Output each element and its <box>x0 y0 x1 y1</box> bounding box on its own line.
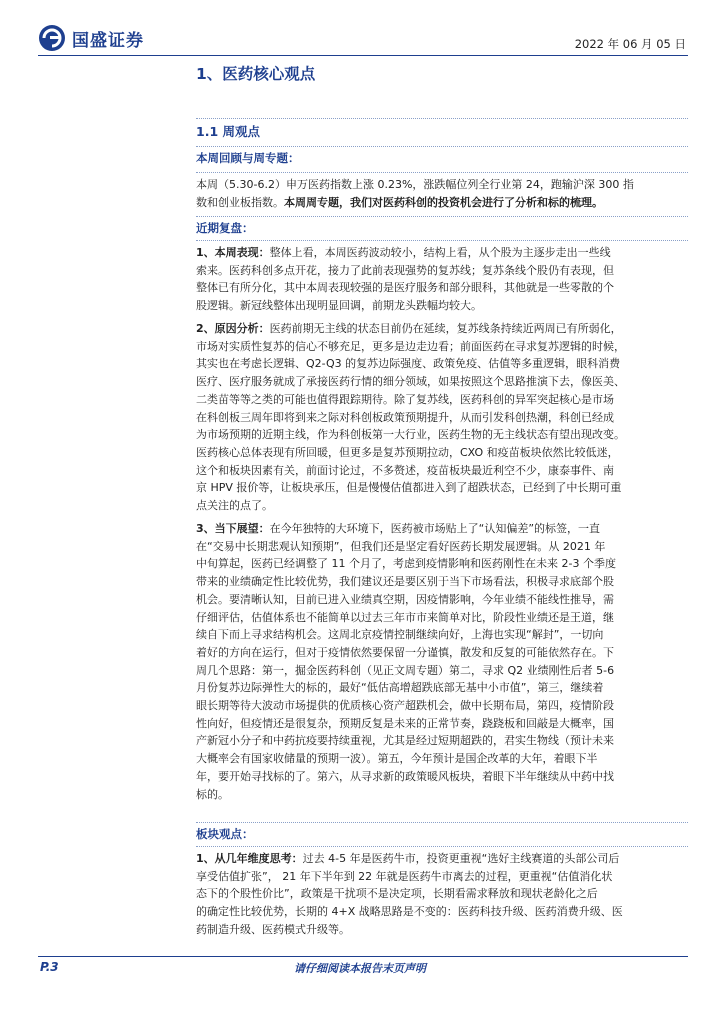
section-title: 1、医药核心观点 <box>196 65 316 83</box>
divider <box>196 146 688 147</box>
divider <box>196 822 688 823</box>
sector-views-paragraph: 1、从几年维度思考：过去 4-5 年是医药牛市，投资更重视“选好主线赛道的头部公司后 享受估值扩张”， 21 年下半年到 22 年就是医药牛市离去的过程，更重视“估值消化状 态下的个股性价比”，政策是干扰项不是决定项，长期看需求释放和现状老龄化之后 的确定性比较优势，长期的 4+X 战略思路是不变的：医药科技升级、医药消费升级、医 药制造升级、医药模式升级等。 <box>196 852 623 936</box>
divider <box>196 846 688 847</box>
logo-emblem-icon <box>38 24 66 52</box>
sector-views-heading: 板块观点： <box>196 827 254 841</box>
header-divider <box>38 55 688 56</box>
company-logo <box>38 22 144 54</box>
footer-disclaimer: 请仔细阅读本报告末页声明 <box>294 962 426 975</box>
cause-analysis-paragraph: 2、原因分析：医药前期无主线的状态目前仍在延续，复苏线条持续近两周已有所弱化， 市场对实质性复苏的信心不够充足，更多是边走边看；前面医药在寻求复苏逻辑的时候， 其实也在考虑长逻辑、Q2-Q3 的复苏边际强度、政策免疫、估值等多重逻辑，眼科消费 医疗、医疗服务就成了承接医药行情的细分领域，如果按照这个思路推演下去，像医美、 二类苗等等之类的可能也值得跟踪期待。除了复苏线，医药科创的异军突起核心是市场 在科创板三周年即将到来之际对科创板政策预期提升，从而引发科创热潮，科创已经成 为市场预期的近期主线，作为科创板第一大行业，医药生物的无主线状态有望出现改变。 医药核心总体表现有所回暖，但更多是复苏预期拉动，CXO 和疫苗板块依然比较低迷， 这个和板块因素有关，前面讨论过，不多赘述，疫苗板块最近利空不少，康泰事件、南 京 HPV 报价等，让板块承压，但是慢慢估值都进入到了超跌状态，已经到了中长期可重 点关注的点了。 <box>196 322 625 513</box>
weekly-review-heading: 本周回顾与周专题： <box>196 151 300 165</box>
logo-text: 国盛证券 <box>72 30 144 51</box>
page-number: P.3 <box>40 960 59 974</box>
divider <box>196 240 688 241</box>
paragraph-line: 数和创业板指数。本周周专题，我们对医药科创的投资机会进行了分析和标的梳理。 <box>196 195 603 209</box>
paragraph-line: 本周（5.30-6.2）申万医药指数上涨 0.23%，涨跌幅位列全行业第 24，跑输沪深 300 指 <box>196 178 634 191</box>
subsection-title: 1.1 周观点 <box>196 124 260 139</box>
weekly-review-paragraph <box>196 176 688 211</box>
recent-performance-paragraph: 1、本周表现：整体上看，本周医药波动较小，结构上看，从个股为主逐步走出一些线 索来。医药科创多点开花，接力了此前表现强势的复苏线；复苏条线个股仍有表现，但 整体已有所分化，其中本周表现较强的是医疗服务和部分眼科，其他就是一些零散的个 股逻辑。新冠线整体出现明显回调，前期龙头跌幅均较大。 <box>196 246 614 313</box>
divider <box>196 172 688 173</box>
recent-review-heading: 近期复盘： <box>196 221 254 235</box>
divider <box>196 216 688 217</box>
footer-divider <box>38 956 688 957</box>
report-date: 2022 年 06 月 05 日 <box>574 37 686 51</box>
page-header <box>38 18 688 58</box>
divider <box>196 118 688 119</box>
outlook-paragraph: 3、当下展望：在今年独特的大环境下，医药被市场贴上了“认知偏差”的标签，一直 在“交易中长期悲观认知预期”，但我们还是坚定看好医药长期发展逻辑。从 2021 年 中旬算起，医药已经调整了 11 个月了，考虑到疫情影响和医药刚性在未来 2-3 个季度 带来的业绩确定性比较优势，我们建议还是要区别于当下市场看法，积极寻求底部个股 机会。要清晰认知，目前已进入业绩真空期，因疫情影响，今年业绩不能线性推导，需 仔细评估，估值体系也不能简单以过去三年市市来简单对比，阶段性业绩还是王道，继 续自下而上寻求结构机会。这周北京疫情控制继续向好，上海也实现“解封”，一切向 着好的方向在运行，但对于疫情依然要保留一分谨慎，散发和反复的可能依然存在。下 周几个思路：第一，掘金医药科创（见正文周专题）第二，寻求 Q2 业绩刚性后者 5-6 月份复苏边际弹性大的标的，最好“低估高增超跌底部无基中小市值”，第三，继续着 眼长期等待大波动市场提供的优质核心资产超跌机会，做中长期布局，第四，疫情阶段 性向好，但疫情还是很复杂，预期反复是未来的正常节奏，跷跷板和回敲是大概率，国 产新冠小分子和中药抗疫要持续重视，尤其是经过短期超跌的，君实生物线（预计未来 大概率会有国家收储量的预期一波）。第五，今年预计是国企改革的大年，着眼下半 年，要开始寻找标的了。第六，从寻求新的政策暖风板块，着眼下半年继续从中药中找 标的。 <box>196 522 616 801</box>
